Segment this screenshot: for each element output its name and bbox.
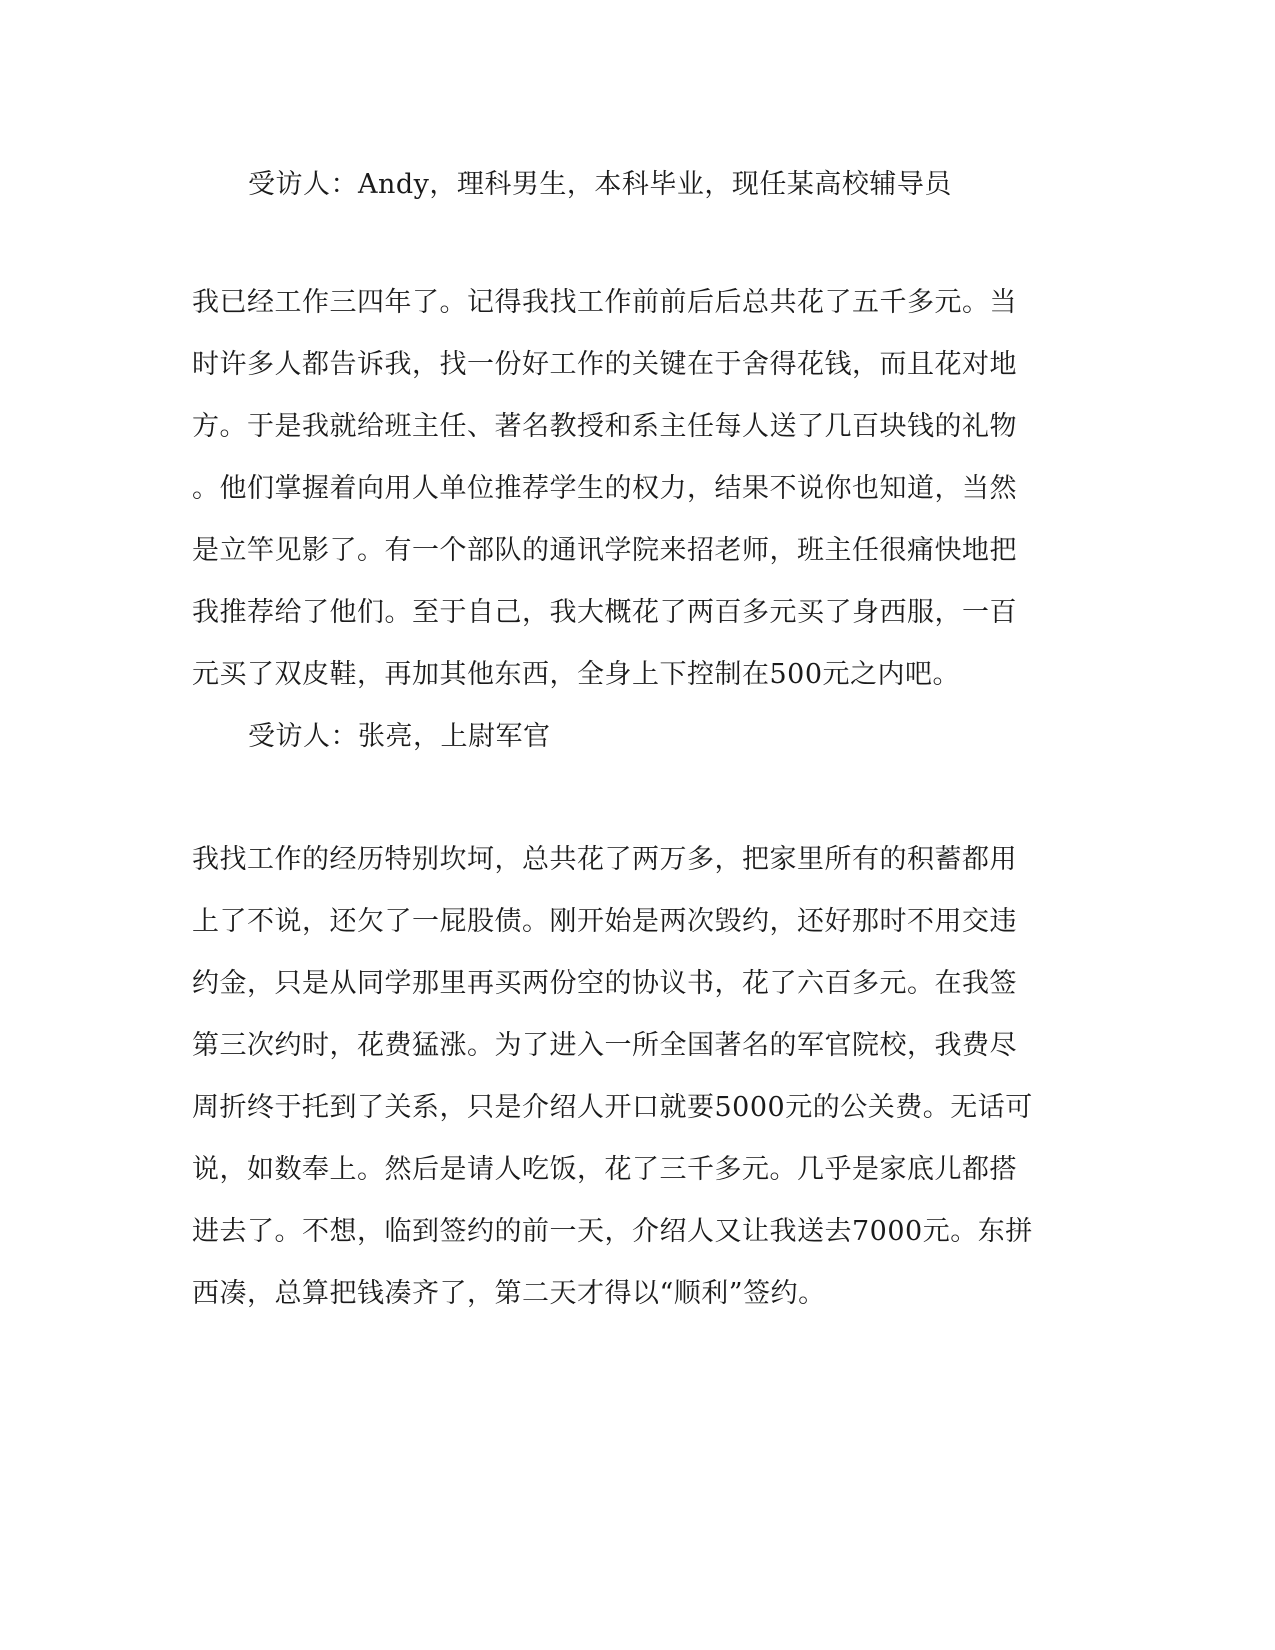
paragraph-line: 是立竿见影了。有一个部队的通讯学院来招老师，班主任很痛快地把 (192, 535, 1017, 566)
paragraph-line: 元买了双皮鞋，再加其他东西，全身上下控制在500元之内吧。 (192, 659, 961, 690)
paragraph-line: 我找工作的经历特别坎坷，总共花了两万多，把家里所有的积蓄都用 (192, 844, 1017, 875)
paragraph-line: 方。于是我就给班主任、著名教授和系主任每人送了几百块钱的礼物 (192, 411, 1017, 442)
paragraph-line: 约金，只是从同学那里再买两份空的协议书，花了六百多元。在我签 (192, 968, 1017, 999)
paragraph-line: 时许多人都告诉我，找一份好工作的关键在于舍得花钱，而且花对地 (192, 349, 1017, 380)
interviewee-heading-zhangliang: 受访人：张亮，上尉军官 (248, 721, 551, 752)
interviewee-heading-andy: 受访人：Andy，理科男生，本科毕业，现任某高校辅导员 (248, 169, 952, 200)
paragraph-line: 我已经工作三四年了。记得我找工作前前后后总共花了五千多元。当 (192, 287, 1017, 318)
paragraph-line: 我推荐给了他们。至于自己，我大概花了两百多元买了身西服，一百 (192, 597, 1017, 628)
paragraph-line: 上了不说，还欠了一屁股债。刚开始是两次毁约，还好那时不用交违 (192, 906, 1017, 937)
paragraph-line: 。他们掌握着向用人单位推荐学生的权力，结果不说你也知道，当然 (192, 473, 1017, 504)
paragraph-line: 进去了。不想，临到签约的前一天，介绍人又让我送去7000元。东拼 (192, 1216, 1033, 1247)
paragraph-line: 说，如数奉上。然后是请人吃饭，花了三千多元。几乎是家底儿都搭 (192, 1154, 1017, 1185)
paragraph-line: 周折终于托到了关系，只是介绍人开口就要5000元的公关费。无话可 (192, 1092, 1033, 1123)
paragraph-line: 西凑，总算把钱凑齐了，第二天才得以“顺利”签约。 (192, 1278, 826, 1309)
paragraph-line: 第三次约时，花费猛涨。为了进入一所全国著名的军官院校，我费尽 (192, 1030, 1017, 1061)
